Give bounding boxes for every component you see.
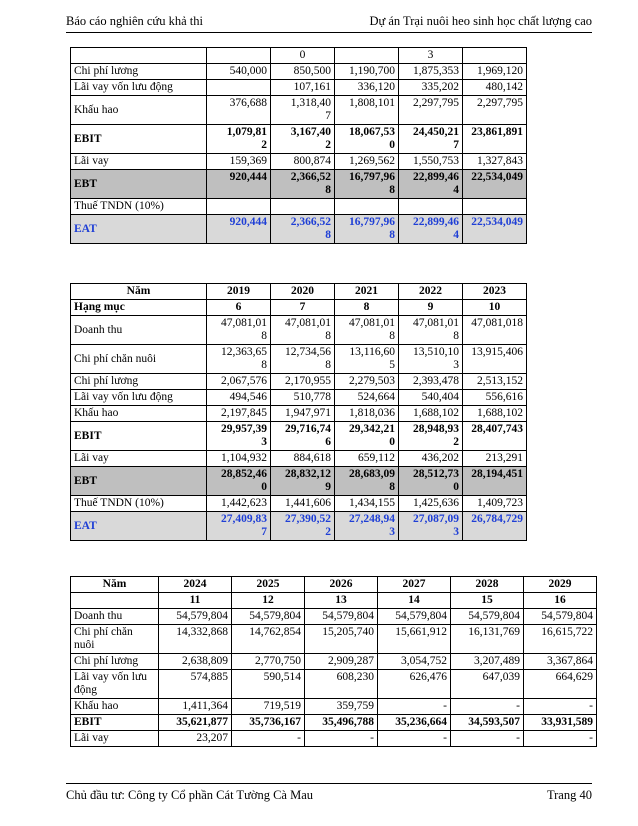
row-label: Lãi vay vốn lưu động xyxy=(71,390,207,406)
profit-table-2019-2023 xyxy=(70,283,527,541)
value-cell: 376,688 xyxy=(207,96,271,125)
continued-cell: 3 xyxy=(399,48,463,64)
table-row xyxy=(71,80,527,96)
value-cell xyxy=(207,80,271,96)
value-cell: 1,104,932 xyxy=(207,451,271,467)
value-cell: 2,770,750 xyxy=(232,654,305,670)
value-cell: 27,087,09 3 xyxy=(399,512,463,541)
value-cell: 18,067,53 0 xyxy=(335,125,399,154)
table-row xyxy=(71,48,527,64)
value-cell: 14,332,868 xyxy=(159,625,232,654)
value-cell: 510,778 xyxy=(271,390,335,406)
value-cell: 920,444 xyxy=(207,170,271,199)
value-cell: 2,638,809 xyxy=(159,654,232,670)
value-cell: 159,369 xyxy=(207,154,271,170)
item-index-cell: 7 xyxy=(271,300,335,316)
value-cell: 54,579,804 xyxy=(305,609,378,625)
value-cell: 13,510,10 3 xyxy=(399,345,463,374)
table-row xyxy=(71,96,527,125)
value-cell: 884,618 xyxy=(271,451,335,467)
row-label: Khấu hao xyxy=(71,96,207,125)
value-cell: 2,297,795 xyxy=(399,96,463,125)
value-cell: 2,513,152 xyxy=(463,374,527,390)
continued-cell xyxy=(463,48,527,64)
value-cell: 29,342,21 0 xyxy=(335,422,399,451)
item-index-cell: 13 xyxy=(305,593,378,609)
value-cell xyxy=(207,199,271,215)
item-index-cell: 16 xyxy=(524,593,597,609)
row-label: EBT xyxy=(71,467,207,496)
table-row xyxy=(71,406,527,422)
value-cell: 1,688,102 xyxy=(463,406,527,422)
value-cell: 33,931,589 xyxy=(524,715,597,731)
value-cell: 626,476 xyxy=(378,670,451,699)
row-label: EBT xyxy=(71,170,207,199)
row-label: Khấu hao xyxy=(71,406,207,422)
item-index-cell: 9 xyxy=(399,300,463,316)
value-cell: 2,197,845 xyxy=(207,406,271,422)
table-row xyxy=(71,609,597,625)
year-cell: 2027 xyxy=(378,577,451,593)
row-label: Doanh thu xyxy=(71,316,207,345)
value-cell: 2,170,955 xyxy=(271,374,335,390)
item-index-cell: 6 xyxy=(207,300,271,316)
value-cell: - xyxy=(232,731,305,747)
value-cell: 47,081,01 8 xyxy=(399,316,463,345)
table-row xyxy=(71,699,597,715)
value-cell: 1,688,102 xyxy=(399,406,463,422)
value-cell: 13,116,60 5 xyxy=(335,345,399,374)
value-cell xyxy=(335,199,399,215)
value-cell: 719,519 xyxy=(232,699,305,715)
year-header-row xyxy=(71,284,527,300)
value-cell: 2,366,52 8 xyxy=(271,170,335,199)
report-title: Báo cáo nghiên cứu khả thi xyxy=(66,14,203,28)
value-cell xyxy=(271,199,335,215)
value-cell: - xyxy=(378,731,451,747)
value-cell: 850,500 xyxy=(271,64,335,80)
row-label: Chi phí lương xyxy=(71,374,207,390)
table-row xyxy=(71,670,597,699)
value-cell: 1,409,723 xyxy=(463,496,527,512)
table-row xyxy=(71,512,527,541)
item-index-cell: 8 xyxy=(335,300,399,316)
table-row xyxy=(71,125,527,154)
row-label: EAT xyxy=(71,215,207,244)
value-cell: 28,832,12 9 xyxy=(271,467,335,496)
continued-cell xyxy=(335,48,399,64)
item-index-cell: 12 xyxy=(232,593,305,609)
row-label: EBIT xyxy=(71,125,207,154)
year-cell: 2020 xyxy=(271,284,335,300)
value-cell: 1,079,81 2 xyxy=(207,125,271,154)
value-cell: 28,407,743 xyxy=(463,422,527,451)
value-cell: 664,629 xyxy=(524,670,597,699)
value-cell: 16,797,96 8 xyxy=(335,170,399,199)
investor-name: Chủ đầu tư: Công ty Cổ phần Cát Tường Cà Mau xyxy=(66,788,314,802)
table-row xyxy=(71,345,527,374)
table-row xyxy=(71,215,527,244)
value-cell: 54,579,804 xyxy=(524,609,597,625)
value-cell: 29,957,39 3 xyxy=(207,422,271,451)
value-cell: 2,366,52 8 xyxy=(271,215,335,244)
year-cell: 2023 xyxy=(463,284,527,300)
value-cell: 35,736,167 xyxy=(232,715,305,731)
year-cell: 2029 xyxy=(524,577,597,593)
item-index-cell: 15 xyxy=(451,593,524,609)
row-label: EAT xyxy=(71,512,207,541)
row-label: Thuế TNDN (10%) xyxy=(71,496,207,512)
value-cell: 480,142 xyxy=(463,80,527,96)
value-cell: 3,054,752 xyxy=(378,654,451,670)
value-cell: 1,425,636 xyxy=(399,496,463,512)
item-index-row xyxy=(71,300,527,316)
value-cell: 15,205,740 xyxy=(305,625,378,654)
value-cell: 28,852,46 0 xyxy=(207,467,271,496)
page-header xyxy=(66,14,592,33)
value-cell: 524,664 xyxy=(335,390,399,406)
value-cell: 1,269,562 xyxy=(335,154,399,170)
value-cell: 2,909,287 xyxy=(305,654,378,670)
value-cell: 28,194,451 xyxy=(463,467,527,496)
table-row xyxy=(71,170,527,199)
value-cell: 26,784,729 xyxy=(463,512,527,541)
value-cell: 647,039 xyxy=(451,670,524,699)
value-cell: 35,496,788 xyxy=(305,715,378,731)
table-row xyxy=(71,467,527,496)
value-cell: 1,434,155 xyxy=(335,496,399,512)
value-cell: 540,404 xyxy=(399,390,463,406)
value-cell: 2,279,503 xyxy=(335,374,399,390)
value-cell: 24,450,21 7 xyxy=(399,125,463,154)
table-row xyxy=(71,422,527,451)
value-cell: 54,579,804 xyxy=(159,609,232,625)
value-cell: 2,297,795 xyxy=(463,96,527,125)
value-cell: - xyxy=(305,731,378,747)
value-cell: 54,579,804 xyxy=(378,609,451,625)
value-cell: 35,236,664 xyxy=(378,715,451,731)
row-label: Lãi vay xyxy=(71,731,159,747)
item-index-cell: 11 xyxy=(159,593,232,609)
value-cell: 608,230 xyxy=(305,670,378,699)
table-row xyxy=(71,715,597,731)
value-cell: 3,367,864 xyxy=(524,654,597,670)
table-row xyxy=(71,64,527,80)
row-label: Doanh thu xyxy=(71,609,159,625)
year-cell: 2019 xyxy=(207,284,271,300)
value-cell: 1,190,700 xyxy=(335,64,399,80)
value-cell: 12,734,56 8 xyxy=(271,345,335,374)
value-cell: 574,885 xyxy=(159,670,232,699)
year-header-row xyxy=(71,577,597,593)
row-label: Lãi vay xyxy=(71,154,207,170)
page-number: Trang 40 xyxy=(546,788,592,802)
value-cell: 540,000 xyxy=(207,64,271,80)
row-label: Chi phí chăn nuôi xyxy=(71,625,159,654)
row-label: Thuế TNDN (10%) xyxy=(71,199,207,215)
page-footer xyxy=(66,783,592,804)
value-cell: 23,861,891 xyxy=(463,125,527,154)
row-label: Lãi vay xyxy=(71,451,207,467)
value-cell: 213,291 xyxy=(463,451,527,467)
empty-cell xyxy=(71,593,159,609)
value-cell: 28,948,93 2 xyxy=(399,422,463,451)
value-cell: - xyxy=(451,699,524,715)
row-label: EBIT xyxy=(71,422,207,451)
value-cell: 436,202 xyxy=(399,451,463,467)
value-cell: 22,534,049 xyxy=(463,170,527,199)
value-cell: 47,081,01 8 xyxy=(335,316,399,345)
profit-table-early-years xyxy=(70,47,527,244)
value-cell: 920,444 xyxy=(207,215,271,244)
table-row xyxy=(71,199,527,215)
value-cell: 1,318,40 7 xyxy=(271,96,335,125)
table-row xyxy=(71,625,597,654)
row-label: Lãi vay vốn lưu động xyxy=(71,80,207,96)
item-index-cell: 14 xyxy=(378,593,451,609)
table-row xyxy=(71,451,527,467)
year-cell: 2026 xyxy=(305,577,378,593)
row-label: Lãi vay vốn lưu động xyxy=(71,670,159,699)
value-cell: 335,202 xyxy=(399,80,463,96)
year-cell: 2022 xyxy=(399,284,463,300)
value-cell: 54,579,804 xyxy=(451,609,524,625)
year-header-label: Năm xyxy=(71,284,207,300)
value-cell: 35,621,877 xyxy=(159,715,232,731)
value-cell: 359,759 xyxy=(305,699,378,715)
value-cell: 54,579,804 xyxy=(232,609,305,625)
value-cell: 1,947,971 xyxy=(271,406,335,422)
table-row xyxy=(71,390,527,406)
value-cell: 590,514 xyxy=(232,670,305,699)
value-cell: 28,683,09 8 xyxy=(335,467,399,496)
value-cell: 336,120 xyxy=(335,80,399,96)
value-cell: 47,081,018 xyxy=(463,316,527,345)
value-cell: 3,167,40 2 xyxy=(271,125,335,154)
table-row xyxy=(71,374,527,390)
value-cell: 27,248,94 3 xyxy=(335,512,399,541)
value-cell: 22,534,049 xyxy=(463,215,527,244)
value-cell: 1,441,606 xyxy=(271,496,335,512)
table-row xyxy=(71,654,597,670)
value-cell: 47,081,01 8 xyxy=(207,316,271,345)
row-label: Chi phí chăn nuôi xyxy=(71,345,207,374)
value-cell: 27,390,52 2 xyxy=(271,512,335,541)
value-cell: 3,207,489 xyxy=(451,654,524,670)
project-title: Dự án Trại nuôi heo sinh học chất lượng cao xyxy=(369,14,592,28)
value-cell: 800,874 xyxy=(271,154,335,170)
value-cell: 34,593,507 xyxy=(451,715,524,731)
row-label: Chi phí lương xyxy=(71,654,159,670)
continued-cell xyxy=(207,48,271,64)
value-cell: 2,393,478 xyxy=(399,374,463,390)
value-cell: 47,081,01 8 xyxy=(271,316,335,345)
value-cell: 22,899,46 4 xyxy=(399,215,463,244)
continued-cell: 0 xyxy=(271,48,335,64)
value-cell: 22,899,46 4 xyxy=(399,170,463,199)
value-cell: 2,067,576 xyxy=(207,374,271,390)
item-index-cell: 10 xyxy=(463,300,527,316)
value-cell: 28,512,73 0 xyxy=(399,467,463,496)
value-cell: 12,363,65 8 xyxy=(207,345,271,374)
year-cell: 2021 xyxy=(335,284,399,300)
value-cell xyxy=(399,199,463,215)
row-label: Khấu hao xyxy=(71,699,159,715)
year-header-label: Năm xyxy=(71,577,159,593)
value-cell xyxy=(463,199,527,215)
value-cell: - xyxy=(524,699,597,715)
value-cell: 1,550,753 xyxy=(399,154,463,170)
value-cell: 14,762,854 xyxy=(232,625,305,654)
value-cell: 1,411,364 xyxy=(159,699,232,715)
value-cell: 29,716,74 6 xyxy=(271,422,335,451)
table-row xyxy=(71,496,527,512)
item-header-label: Hạng mục xyxy=(71,300,207,316)
value-cell: - xyxy=(524,731,597,747)
value-cell: 1,875,353 xyxy=(399,64,463,80)
year-cell: 2028 xyxy=(451,577,524,593)
value-cell: 23,207 xyxy=(159,731,232,747)
value-cell: 1,818,036 xyxy=(335,406,399,422)
value-cell: 556,616 xyxy=(463,390,527,406)
year-cell: 2024 xyxy=(159,577,232,593)
table-row xyxy=(71,731,597,747)
value-cell: 16,131,769 xyxy=(451,625,524,654)
year-cell: 2025 xyxy=(232,577,305,593)
value-cell: 27,409,83 7 xyxy=(207,512,271,541)
table-row xyxy=(71,154,527,170)
value-cell: 1,808,101 xyxy=(335,96,399,125)
value-cell: 659,112 xyxy=(335,451,399,467)
continued-cell xyxy=(71,48,207,64)
table-row xyxy=(71,316,527,345)
value-cell: 1,327,843 xyxy=(463,154,527,170)
value-cell: 494,546 xyxy=(207,390,271,406)
value-cell: - xyxy=(378,699,451,715)
value-cell: 13,915,406 xyxy=(463,345,527,374)
profit-table-2024-2029 xyxy=(70,576,597,747)
row-label: Chi phí lương xyxy=(71,64,207,80)
value-cell: 1,442,623 xyxy=(207,496,271,512)
item-index-row xyxy=(71,593,597,609)
value-cell: 15,661,912 xyxy=(378,625,451,654)
value-cell: 107,161 xyxy=(271,80,335,96)
value-cell: 1,969,120 xyxy=(463,64,527,80)
row-label: EBIT xyxy=(71,715,159,731)
value-cell: 16,615,722 xyxy=(524,625,597,654)
value-cell: - xyxy=(451,731,524,747)
value-cell: 16,797,96 8 xyxy=(335,215,399,244)
